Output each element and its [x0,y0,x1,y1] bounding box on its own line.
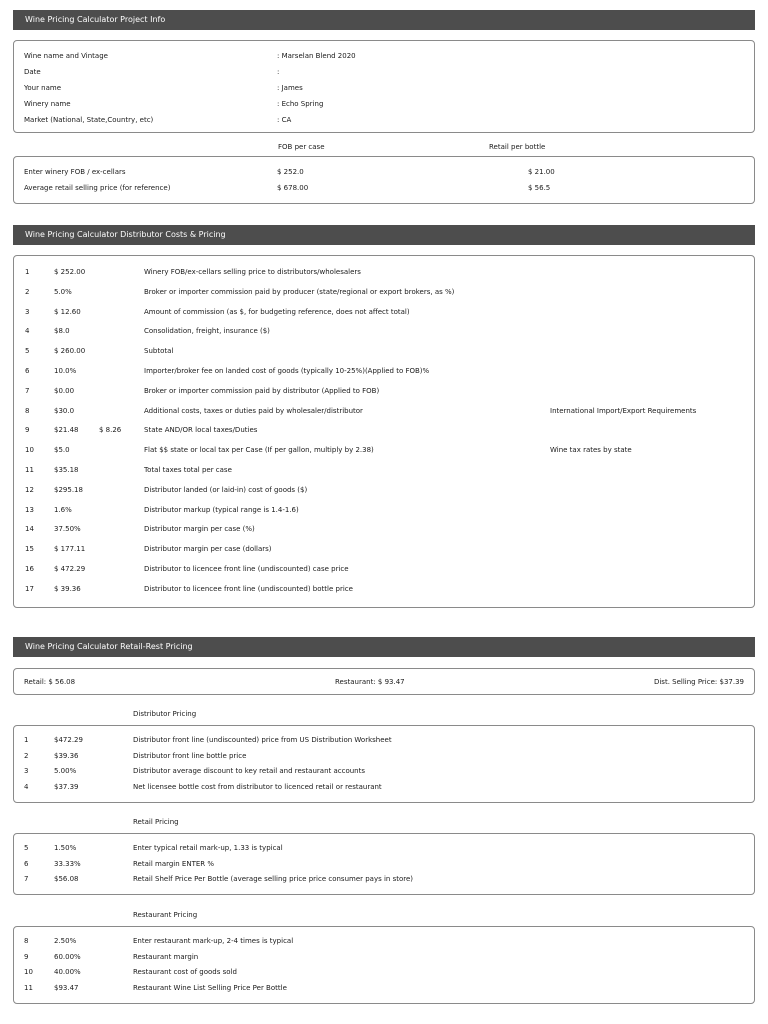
field-value[interactable]: : Echo Spring [277,100,324,108]
price-row [14,184,754,194]
row-description: Flat $$ state or local tax per Case (If per gallon, multiply by 2.38) [144,446,374,455]
restaurant-pricing-box [13,926,755,1004]
dist-selling-value: : $37.39 [714,678,744,686]
pricing-row [14,844,754,854]
field-value[interactable]: : [277,68,280,76]
field-label: Date [24,68,41,76]
field-value[interactable]: : Marselan Blend 2020 [277,52,356,60]
row-value[interactable]: 33.33% [54,859,81,868]
field-value[interactable]: : James [277,84,303,92]
row-number: 17 [25,584,34,593]
row-number: 7 [25,386,30,395]
row-description: Distributor front line (undiscounted) price from US Distribution Worksheet [133,736,392,744]
restaurant-summary [335,678,405,686]
project-field-row [14,100,754,110]
pricing-row [14,984,754,994]
pricing-row [14,875,754,885]
row-number: 2 [24,751,29,760]
distributor-row [14,327,754,337]
row-value[interactable]: 2.50% [54,937,77,945]
row-value[interactable]: $56.08 [54,875,79,883]
distributor-row [14,506,754,516]
restaurant-pricing-heading: Restaurant Pricing [133,911,198,919]
project-field-row [14,116,754,126]
row-number: 6 [24,859,29,868]
distributor-row [14,486,754,496]
price-label: Enter winery FOB / ex-cellars [24,168,126,176]
row-value[interactable]: 5.00% [54,767,77,775]
distributor-row [14,308,754,318]
row-number: 16 [25,565,34,573]
row-description: Distributor landed (or laid-in) cost of goods ($) [144,485,308,494]
row-description: Enter typical retail mark-up, 1.33 is typical [133,844,283,852]
row-number: 15 [25,545,34,554]
field-value[interactable]: : CA [277,116,292,124]
row-description: Distributor markup (typical range is 1.4-1.6) [144,505,299,514]
row-number: 12 [25,485,34,494]
row-value[interactable]: 60.00% [54,952,81,961]
row-value[interactable]: $93.47 [54,983,79,992]
distributor-row [14,426,754,436]
row-number: 3 [25,307,30,316]
distributor-row [14,407,754,417]
row-number: 2 [25,287,30,296]
distributor-row [14,268,754,278]
retail-pricing-heading: Retail Pricing [133,818,179,826]
row-value[interactable]: $ 472.29 [54,565,86,573]
row-value[interactable]: 10.0% [54,367,77,375]
fob-value[interactable]: $ 678.00 [277,184,309,192]
price-row [14,168,754,178]
field-label: Your name [24,84,62,92]
row-description: State AND/OR local taxes/Duties [144,426,258,435]
project-field-row [14,52,754,62]
row-number: 10 [24,968,33,976]
row-value[interactable]: $0.00 [54,386,75,395]
pricing-row [14,767,754,777]
reference-link[interactable]: Wine tax rates by state [550,446,632,455]
row-value[interactable]: $30.0 [54,406,75,415]
retail-rest-header: Wine Pricing Calculator Retail-Rest Pricing [13,637,755,657]
row-description: Winery FOB/ex-cellars selling price to distributors/wholesalers [144,268,361,276]
retail-pricing-box [13,833,755,895]
row-value[interactable]: $ 39.36 [54,584,81,593]
retail-summary [24,678,75,686]
row-description: Distributor margin per case (%) [144,525,255,534]
price-label: Average retail selling price (for reference) [24,184,171,192]
row-description: Distributor front line bottle price [133,751,247,760]
distributor-row [14,367,754,377]
row-description: Distributor to licencee front line (undiscounted) bottle price [144,584,353,593]
row-number: 8 [24,937,29,945]
row-number: 9 [25,426,30,435]
distributor-row [14,545,754,555]
row-value[interactable]: 1.50% [54,844,77,852]
fob-column-header: FOB per case [278,143,325,151]
project-field-row [14,68,754,78]
row-description: Retail margin ENTER % [133,859,215,868]
pricing-row [14,953,754,963]
row-value[interactable]: 40.00% [54,968,81,976]
field-label: Wine name and Vintage [24,52,108,60]
row-number: 4 [25,327,30,336]
distributor-row [14,565,754,575]
row-value[interactable]: $ 177.11 [54,545,86,554]
row-description: Distributor margin per case (dollars) [144,545,272,554]
restaurant-summary-label: Restaurant [335,678,374,686]
project-info-box [13,40,755,133]
row-value[interactable]: $ 12.60 [54,307,81,316]
row-value[interactable]: $295.18 [54,485,83,494]
row-number: 11 [24,983,33,992]
field-label: Winery name [24,100,71,108]
retail-value[interactable]: $ 56.5 [528,184,551,192]
distributor-row [14,466,754,476]
row-value[interactable]: $37.39 [54,782,79,791]
row-value[interactable]: $ 260.00 [54,347,86,356]
row-description: Restaurant Wine List Selling Price Per Bottle [133,983,287,992]
field-label: Market (National, State,Country, etc) [24,116,154,124]
row-description: Net licensee bottle cost from distributor to licenced retail or restaurant [133,782,382,791]
row-description: Retail Shelf Price Per Bottle (average selling price price consumer pays in store) [133,875,414,883]
row-number: 11 [25,466,34,474]
distributor-row [14,525,754,535]
pricing-row [14,937,754,947]
row-description: Amount of commission (as $, for budgeting reference, does not affect total) [144,307,410,316]
retail-column-header: Retail per bottle [489,143,546,151]
row-number: 7 [24,875,29,883]
row-number: 8 [25,406,30,415]
distributor-row [14,347,754,357]
fob-value[interactable]: $ 252.0 [277,168,304,176]
reference-link[interactable]: International Import/Export Requirements [550,406,697,415]
row-number: 10 [25,446,34,455]
row-description: Distributor to licencee front line (undiscounted) case price [144,565,349,573]
row-description: Broker or importer commission paid by distributor (Applied to FOB) [144,386,380,395]
distributor-box [13,255,755,608]
row-description: Distributor average discount to key retail and restaurant accounts [133,767,366,775]
dist-selling-label: Dist. Selling Price [653,678,715,686]
pricing-row [14,860,754,870]
distributor-row [14,387,754,397]
project-info-header: Wine Pricing Calculator Project Info [13,10,755,30]
pricing-row [14,752,754,762]
distributor-pricing-heading: Distributor Pricing [133,710,197,718]
row-number: 9 [24,952,29,961]
dist-selling-summary [654,678,744,686]
row-value[interactable]: $472.29 [54,736,83,744]
row-value[interactable]: $39.36 [54,751,79,760]
project-field-row [14,84,754,94]
row-value[interactable]: 5.0% [54,287,72,296]
row-description: Restaurant margin [133,952,199,961]
row-value[interactable]: $35.18 [54,466,79,474]
distributor-row [14,446,754,456]
row-description: Subtotal [144,347,174,356]
row-value[interactable]: $8.0 [54,327,70,336]
row-number: 1 [24,736,29,744]
row-description: Consolidation, freight, insurance ($) [144,327,270,336]
row-number: 5 [25,347,30,356]
row-description: Broker or importer commission paid by producer (state/regional or export brokers, as %) [144,287,455,296]
row-number: 3 [24,767,29,775]
retail-value[interactable]: $ 21.00 [528,168,555,176]
distributor-pricing-box [13,725,755,803]
row-description: Restaurant cost of goods sold [133,968,237,976]
row-description: Total taxes total per case [144,466,232,474]
distributor-row [14,288,754,298]
row-value[interactable]: 1.6% [54,505,72,514]
summary-box [13,668,755,695]
restaurant-summary-value: : $ 93.47 [373,678,405,686]
pricing-row [14,783,754,793]
row-number: 5 [24,844,29,852]
row-number: 4 [24,782,29,791]
pricing-row [14,968,754,978]
row-value[interactable]: $5.0 [54,446,70,455]
row-description: Additional costs, taxes or duties paid by wholesaler/distributor [144,406,363,415]
row-description: Importer/broker fee on landed cost of goods (typically 10-25%)(Applied to FOB)% [144,367,430,375]
row-number: 13 [25,505,34,514]
row-number: 6 [25,367,30,375]
price-entry-box [13,156,755,204]
row-description: Enter restaurant mark-up, 2-4 times is typical [133,937,294,945]
row-extra-value: $ 8.26 [99,426,122,435]
distributor-row [14,585,754,595]
row-value[interactable]: $21.48 [54,426,79,435]
pricing-row [14,736,754,746]
retail-summary-value: : $ 56.08 [43,678,76,686]
row-value[interactable]: 37.50% [54,525,81,534]
retail-summary-label: Retail [24,678,44,686]
row-value[interactable]: $ 252.00 [54,268,86,276]
row-number: 14 [25,525,34,534]
distributor-header: Wine Pricing Calculator Distributor Costs & Pricing [13,225,755,245]
row-number: 1 [25,268,30,276]
